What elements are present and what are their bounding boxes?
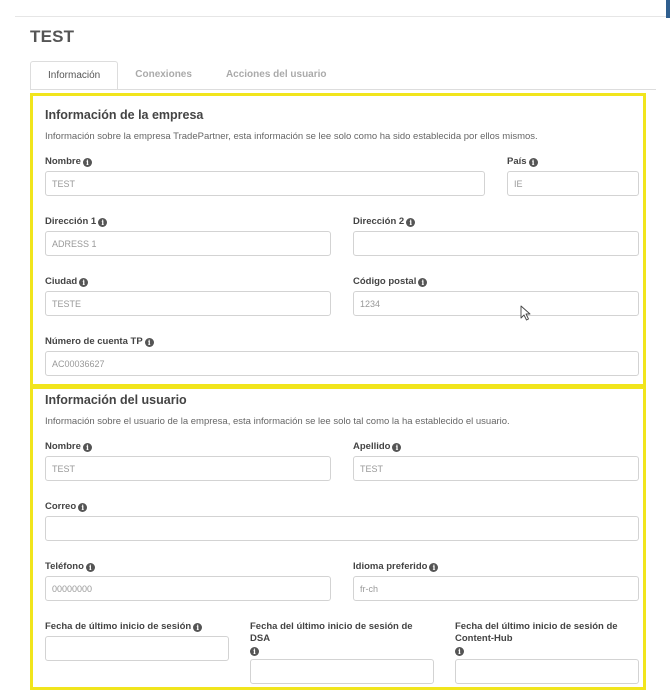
last-login-content-hub-input[interactable] [455,659,639,684]
info-circle-icon[interactable]: i [83,158,92,167]
info-circle-icon[interactable]: i [98,218,107,227]
tab-informacion[interactable]: Información [30,61,118,90]
last-login-label: Fecha de último inicio de sesión i [45,621,235,633]
postal-code-input[interactable] [353,291,639,316]
city-label: Ciudad i [45,276,88,288]
last-name-input[interactable] [353,456,639,481]
tab-conexiones[interactable]: Conexiones [135,69,192,80]
info-circle-icon[interactable]: i [145,338,154,347]
address1-input[interactable] [45,231,331,256]
page-title: TEST [30,27,75,46]
address2-input[interactable] [353,231,639,256]
first-name-label: Nombre i [45,441,92,453]
preferred-language-input[interactable] [353,576,639,601]
info-circle-icon[interactable]: i [78,503,87,512]
city-input[interactable] [45,291,331,316]
last-login-content-hub-label: Fecha del último inicio de sesión de Content-Hub i [455,621,618,656]
address1-label: Dirección 1 i [45,216,107,228]
company-name-label: Nombre i [45,156,92,168]
info-circle-icon[interactable]: i [418,278,427,287]
first-name-input[interactable] [45,456,331,481]
email-label: Correo i [45,501,87,513]
account-number-input[interactable] [45,351,639,376]
tab-acciones-usuario[interactable]: Acciones del usuario [225,69,327,80]
info-circle-icon[interactable]: i [193,623,202,632]
user-section-description: Información sobre el usuario de la empresa, esta información se lee solo tal como la ha establecido el usuario. [45,416,510,427]
info-circle-icon[interactable]: i [429,563,438,572]
info-circle-icon[interactable]: i [392,443,401,452]
preferred-language-label: Idioma preferido i [353,561,438,573]
postal-code-label: Código postal i [353,276,427,288]
info-circle-icon[interactable]: i [86,563,95,572]
last-login-input[interactable] [45,636,229,661]
top-divider [15,16,670,17]
last-login-dsa-label: Fecha del último inicio de sesión de DSA i [250,621,413,656]
country-label: País i [507,156,538,168]
info-circle-icon[interactable]: i [79,278,88,287]
account-number-label: Número de cuenta TP i [45,336,154,348]
tab-bar [30,61,344,90]
phone-input[interactable] [45,576,331,601]
tab-underline [30,89,656,90]
country-input[interactable] [507,171,639,196]
info-circle-icon[interactable]: i [455,647,464,656]
company-section-title: Información de la empresa [45,108,204,122]
info-circle-icon[interactable]: i [529,158,538,167]
window-corner-accent [666,0,670,18]
company-section-description: Información sobre la empresa TradePartner, esta información se lee solo como ha sido establecida por ellos mismos. [45,131,538,142]
last-name-label: Apellido i [353,441,401,453]
info-circle-icon[interactable]: i [250,647,259,656]
email-input[interactable] [45,516,639,541]
info-circle-icon[interactable]: i [406,218,415,227]
address2-label: Dirección 2 i [353,216,415,228]
user-section-title: Información del usuario [45,393,187,407]
last-login-dsa-input[interactable] [250,659,434,684]
company-info-panel [30,93,646,387]
info-circle-icon[interactable]: i [83,443,92,452]
mouse-pointer-icon [520,305,532,321]
company-name-input[interactable] [45,171,485,196]
user-info-panel [30,386,646,690]
phone-label: Teléfono i [45,561,95,573]
